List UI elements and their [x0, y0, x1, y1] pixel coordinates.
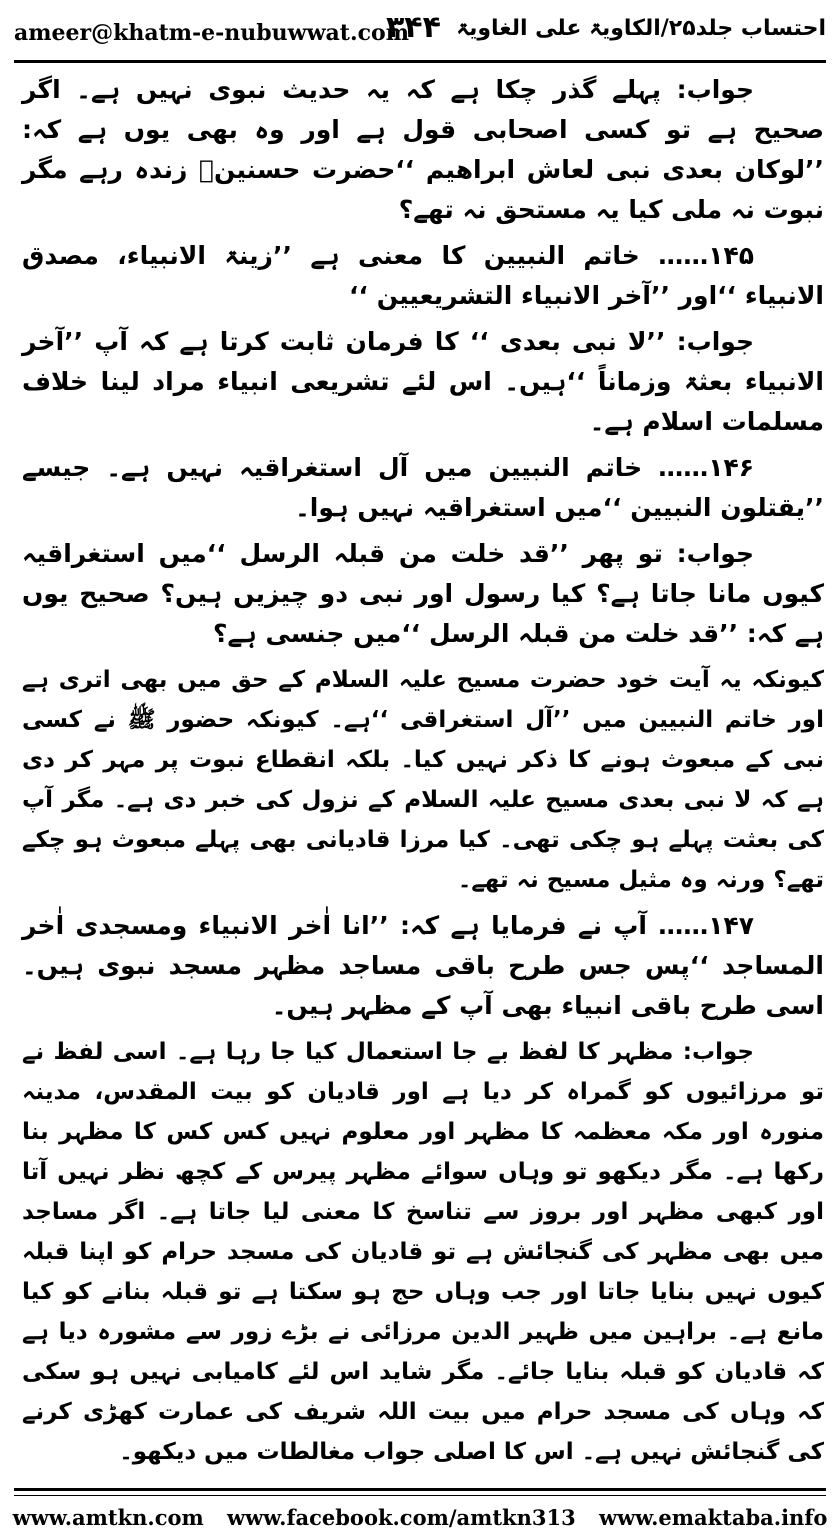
- paragraph-answer-2: جواب: ’’لا نبی بعدی ‘‘ کا فرمان ثابت کرتا ہے کہ آپ ’’آخر الانبیاء بعثۃ وزماناً ‘‘ہیں۔ اس لئے تشریعی انبیاء مراد لینا خلاف مسلمات اسلام ہے۔: [22, 327, 824, 436]
- paragraph-item-146: ۱۴۶…… خاتم النبیین میں آل استغراقیہ نہیں ہے۔ جیسے ’’یقتلون النبیین ‘‘میں استغراقیہ نہیں ہوا۔: [22, 453, 824, 522]
- paragraph-item-145: ۱۴۵…… خاتم النبیین کا معنی ہے ’’زینۃ الانبیاء، مصدق الانبیاء ‘‘اور ’’آخر الانبیاء التشریعیین ‘‘: [22, 241, 824, 310]
- paragraph-answer-4: جواب: مظہر کا لفظ بے جا استعمال کیا جا رہا ہے۔ اسی لفظ نے تو مرزائیوں کو گمراہ کر دیا ہے اور قادیان کو بیت المقدس، مدینہ منورہ اور مکہ معظمہ کا مظہر اور معلوم نہیں کس کس کا مظہر بنا رکھا ہے۔ مگر دیکھو تو وہاں سوائے مظہر پیرس کے کچھ نظر نہیں آتا اور کبھی مظہر اور بروز سے تناسخ کا معنی لیا جاتا ہے۔ اگر مساجد میں بھی مظہر کی گنجائش ہے تو قادیان کی مسجد حرام کو اپنا قبلہ کیوں نہیں بنایا جاتا اور جب وہاں حج ہو سکتا ہے تو قبلہ بنانے کو کیا مانع ہے۔ براہین میں ظہیر الدین مرزائی نے بڑے زور سے مشورہ دیا ہے کہ قادیان کو قبلہ بنایا جائے۔ مگر شاید اس لئے کامیابی نہیں ہو سکی کہ وہاں کی مسجد حرام میں بیت اللہ شریف کی عمارت کھڑی کرنے کی گنجائش نہیں ہے۔ اس کا اصلی جواب مغالطات میں دیکھو۔: [22, 1039, 824, 1465]
- header-divider: [14, 60, 826, 63]
- paragraph-continuation: کیونکہ یہ آیت خود حضرت مسیح علیہ السلام کے حق میں بھی اتری ہے اور خاتم النبیین میں ’’آل استغراقی ‘‘ہے۔ کیونکہ حضور ﷺ نے کسی نبی کے مبعوث ہونے کا ذکر نہیں کیا۔ بلکہ انقطاع نبوت پر مہر کر دی ہے کہ لا نبی بعدی مسیح علیہ السلام کے نزول کی خبر دی ہے۔ مگر آپ کی بعثت پہلے ہو چکی تھی۔ کیا مرزا قادیانی بھی پہلے مبعوث ہو چکے تھے؟ ورنہ وہ مثیل مسیح نہ تھے۔: [22, 667, 824, 893]
- page-footer: [0, 1505, 840, 1530]
- footer-divider-thick: [14, 1488, 826, 1491]
- footer-link-emaktaba[interactable]: www.emaktaba.info: [599, 1505, 828, 1530]
- paragraph-answer-1: جواب: پہلے گذر چکا ہے کہ یہ حدیث نبوی نہیں ہے۔ اگر صحیح ہے تو کسی اصحابی قول ہے اور وہ بھی یوں ہے کہ: ’’لوکان بعدی نبی لعاش ابراھیم ‘‘حضرت حسنینؓ زندہ رہے مگر نبوت نہ ملی کیا یہ مستحق نہ تھے؟: [22, 75, 824, 224]
- paragraph-answer-3: جواب: تو پھر ’’قد خلت من قبلہ الرسل ‘‘میں استغراقیہ کیوں مانا جاتا ہے؟ کیا رسول اور نبی دو چیزیں ہیں؟ صحیح یوں ہے کہ: ’’قد خلت من قبلہ الرسل ‘‘میں جنسی ہے؟: [22, 539, 824, 648]
- footer-divider-thin: [14, 1495, 826, 1496]
- page-number: ۳۴۴: [386, 10, 441, 45]
- footer-link-facebook[interactable]: www.facebook.com/amtkn313: [227, 1505, 576, 1530]
- header-email[interactable]: ameer@khatm-e-nubuwwat.com: [14, 20, 409, 46]
- page-body: [22, 70, 824, 1470]
- footer-link-amtkn[interactable]: www.amtkn.com: [12, 1505, 204, 1530]
- book-title: احتساب جلد۲۵/الکاویۃ علی الغاویۃ: [456, 16, 826, 41]
- paragraph-item-147: ۱۴۷…… آپ نے فرمایا ہے کہ: ’’انا اٰخر الانبیاء ومسجدی اٰخر المساجد ‘‘پس جس طرح باقی مساجد مظہر مسجد نبوی ہیں۔ اسی طرح باقی انبیاء بھی آپ کے مظہر ہیں۔: [22, 911, 824, 1020]
- page-header: [14, 6, 826, 60]
